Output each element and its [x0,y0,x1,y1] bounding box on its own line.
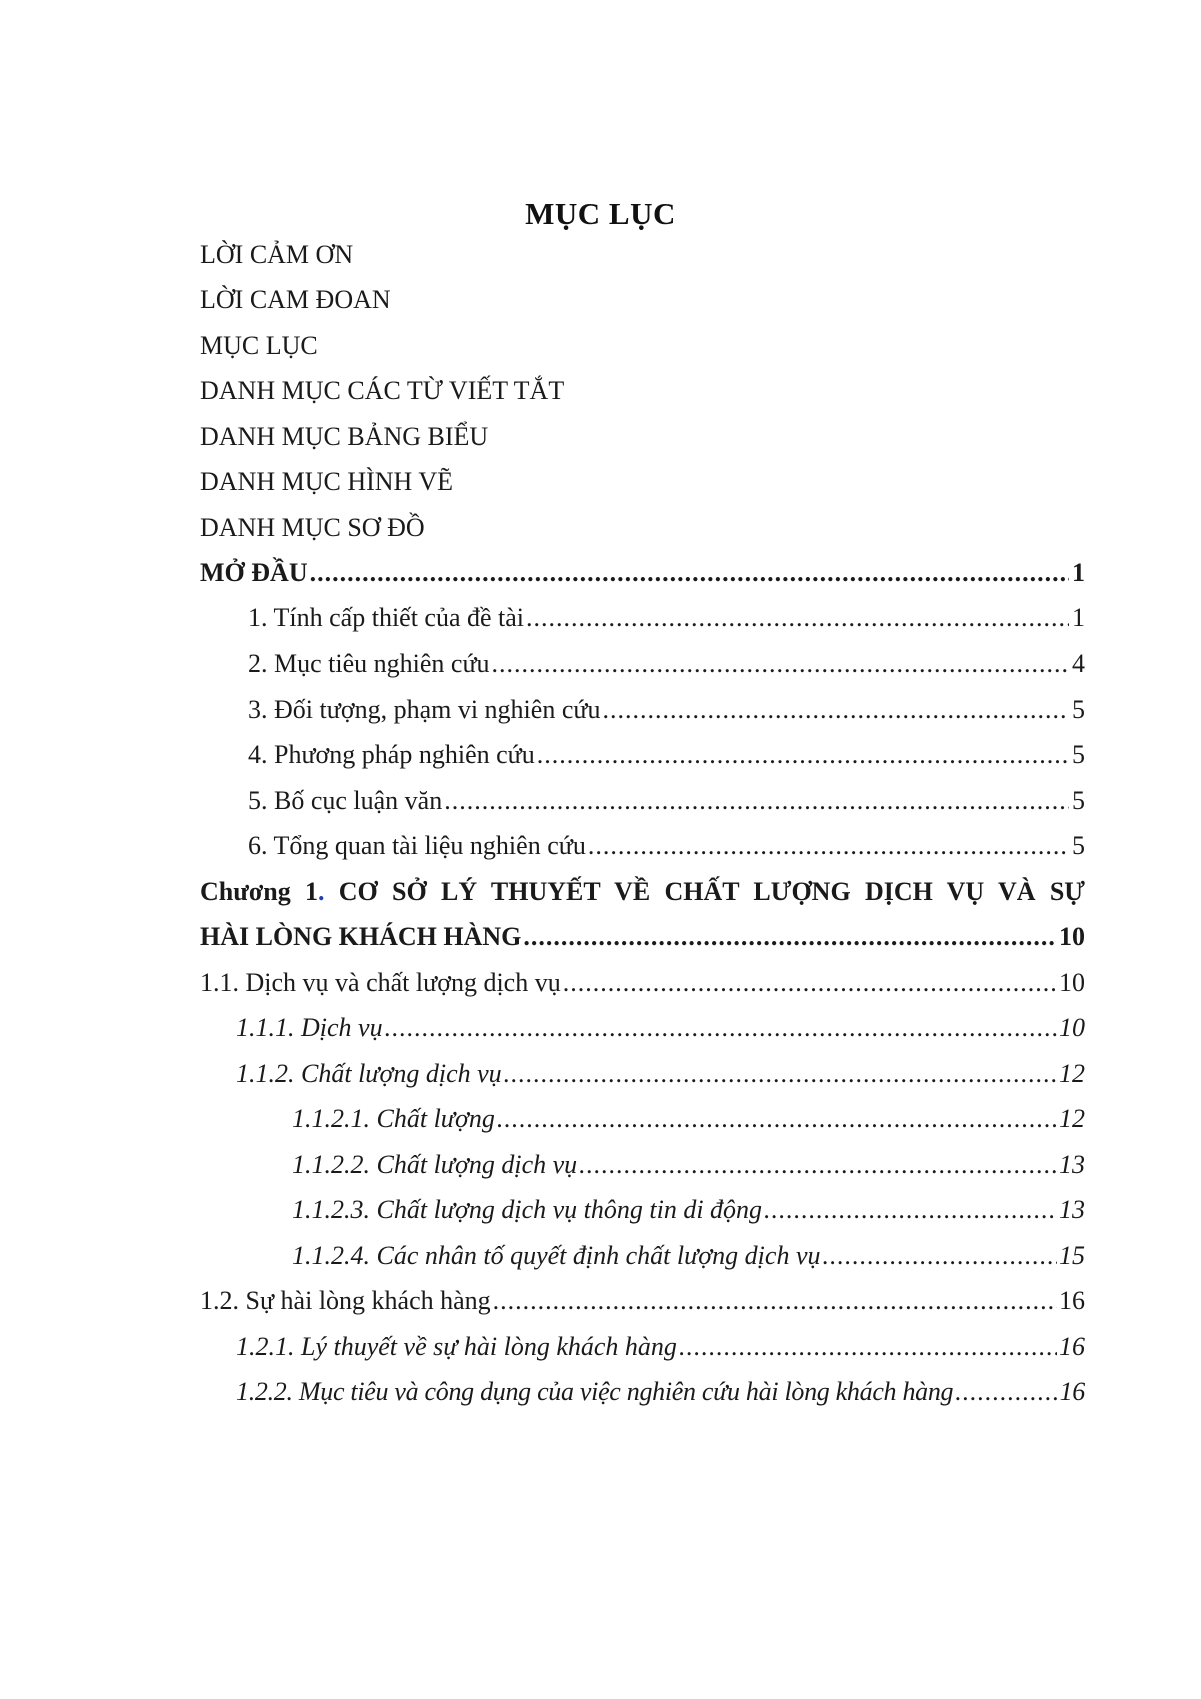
toc-entry-1-1[interactable] [200,968,1085,998]
toc-entry-1-1-2-2[interactable] [292,1150,1085,1180]
toc-entry-label: 1.1.2.2. Chất lượng dịch vụ [292,1150,578,1179]
toc-entry-label: 4. Phương pháp nghiên cứu [248,740,535,769]
front-matter-item: LỜI CAM ĐOAN [200,285,391,314]
toc-entry-1-1-2-1[interactable] [292,1104,1085,1134]
toc-entry-1-1-1[interactable] [236,1013,1085,1043]
chapter-dot: . [317,877,325,906]
toc-page-number: 16 [1059,1332,1085,1361]
toc-entry-label: 1.2.2. Mục tiêu và công dụng của việc nghiên cứu hài lòng khách hàng [236,1377,954,1406]
dot-leader [602,695,1069,725]
dot-leader [679,1332,1057,1362]
toc-page-number: 10 [1059,1013,1085,1042]
toc-entry-label: 1.1.2.1. Chất lượng [292,1104,495,1133]
toc-page-number: 13 [1059,1195,1085,1224]
toc-entry-chapter-1[interactable] [200,922,1085,952]
toc-entry-label: 1.1.1. Dịch vụ [236,1013,383,1042]
page-title: MỤC LỤC [525,196,676,231]
dot-leader [523,922,1057,952]
toc-entry-mo-dau[interactable] [200,558,1085,588]
toc-page-number: 5 [1072,740,1085,769]
toc-entry-label: 1.1.2.3. Chất lượng dịch vụ thông tin di động [292,1195,763,1224]
toc-entry-label: 2. Mục tiêu nghiên cứu [248,649,490,678]
dot-leader [579,1150,1057,1180]
toc-entry-label: 5. Bố cục luận văn [248,786,443,815]
toc-entry[interactable] [248,786,1085,816]
toc-entry-label: 3. Đối tượng, phạm vi nghiên cứu [248,695,601,724]
toc-entry[interactable] [248,695,1085,725]
toc-page-number: 4 [1072,649,1085,678]
front-matter-item: DANH MỤC BẢNG BIỂU [200,422,489,451]
dot-leader [537,740,1069,770]
dot-leader [492,649,1069,679]
dot-leader [493,1286,1057,1316]
front-matter-item: DANH MỤC CÁC TỪ VIẾT TẮT [200,376,565,405]
chapter-1-heading-line1[interactable] [200,877,1085,907]
dot-leader [822,1241,1057,1271]
toc-entry[interactable] [248,603,1085,633]
chapter-prefix: Chương 1 [200,877,318,906]
chapter-title-part1: CƠ SỞ LÝ THUYẾT VỀ CHẤT LƯỢNG DỊCH VỤ VÀ SỰ [338,877,1085,906]
toc-entry-label: 1.2.1. Lý thuyết về sự hài lòng khách hàng [236,1332,677,1361]
toc-entry-1-2-2[interactable] [236,1377,1085,1407]
front-matter-item: DANH MỤC HÌNH VẼ [200,467,454,496]
dot-leader [563,968,1057,998]
dot-leader [955,1377,1057,1407]
front-matter-item: LỜI CẢM ƠN [200,240,354,269]
toc-entry-1-1-2[interactable] [236,1059,1085,1089]
toc-entry-1-1-2-3[interactable] [292,1195,1085,1225]
dot-leader [385,1013,1057,1043]
toc-entry-label: 6. Tổng quan tài liệu nghiên cứu [248,831,586,860]
toc-page-number: 15 [1059,1241,1085,1270]
toc-entry-label: 1.1.2.4. Các nhân tố quyết định chất lượng dịch vụ [292,1241,821,1270]
toc-entry[interactable] [248,649,1085,679]
dot-leader [764,1195,1057,1225]
chapter-title-part2: HÀI LÒNG KHÁCH HÀNG [200,922,522,951]
toc-entry[interactable] [248,740,1085,770]
toc-page-number: 12 [1059,1059,1085,1088]
toc-entry-1-1-2-4[interactable] [292,1241,1085,1271]
toc-entry[interactable] [248,831,1085,861]
toc-page-number: 5 [1072,695,1085,724]
toc-page-number: 10 [1059,922,1085,951]
dot-leader [504,1059,1057,1089]
dot-leader [588,831,1069,861]
toc-page-number: 13 [1059,1150,1085,1179]
toc-entry-label: 1.1.2. Chất lượng dịch vụ [236,1059,502,1088]
toc-page-number: 1 [1072,558,1085,587]
dot-leader [526,603,1069,633]
toc-page-number: 10 [1059,968,1085,997]
toc-page-number: 5 [1072,786,1085,815]
toc-page-number: 1 [1072,603,1085,632]
dot-leader [444,786,1069,816]
toc-entry-1-2[interactable] [200,1286,1085,1316]
toc-entry-label: 1. Tính cấp thiết của đề tài [248,603,525,632]
toc-entry-label: 1.1. Dịch vụ và chất lượng dịch vụ [200,968,561,997]
dot-leader [497,1104,1057,1134]
toc-page-number: 12 [1059,1104,1085,1133]
front-matter-item: MỤC LỤC [200,331,318,360]
toc-entry-label: 1.2. Sự hài lòng khách hàng [200,1286,491,1315]
toc-page-number: 16 [1059,1286,1085,1315]
front-matter-item: DANH MỤC SƠ ĐỒ [200,513,425,542]
dot-leader [310,558,1069,588]
toc-entry-1-2-1[interactable] [236,1332,1085,1362]
toc-entry-label: MỞ ĐẦU [200,558,308,587]
toc-page-number: 16 [1059,1377,1085,1406]
toc-page-number: 5 [1072,831,1085,860]
